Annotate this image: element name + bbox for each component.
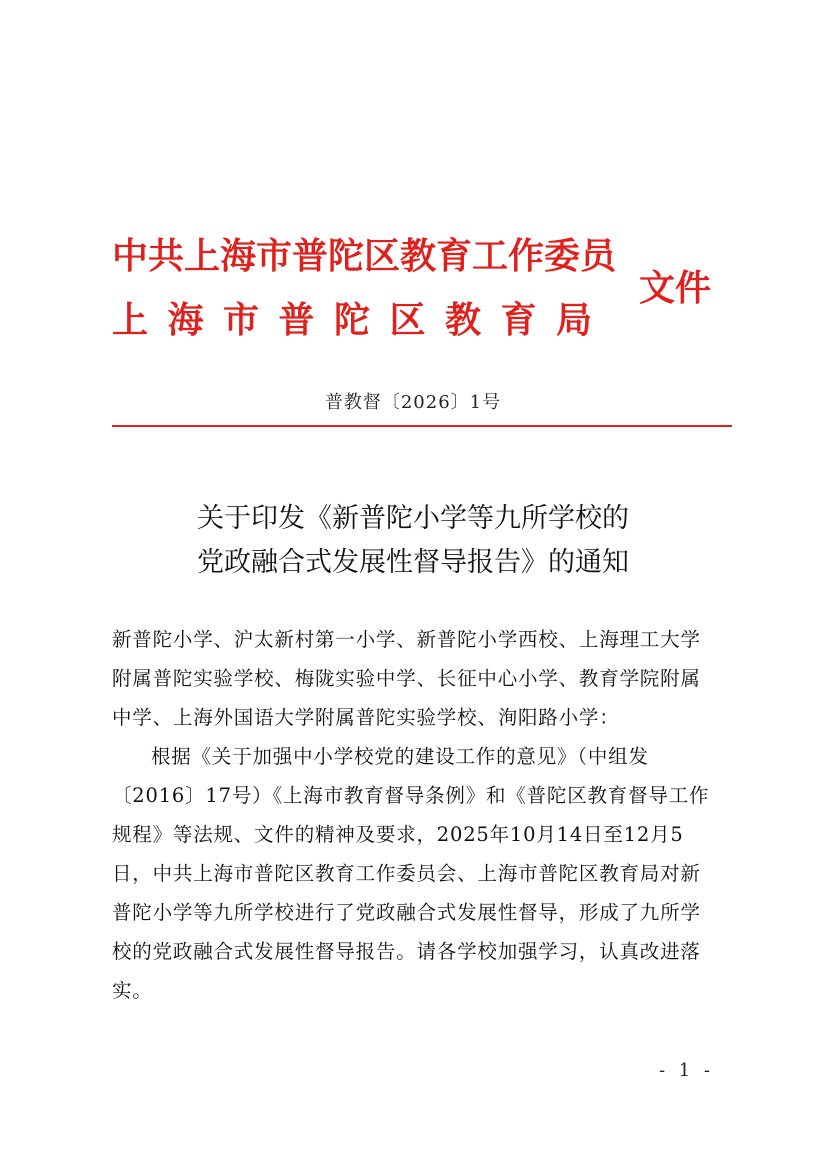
document-body	[112, 620, 712, 1010]
red-divider	[112, 425, 732, 427]
issuer-name-line-2: 上海市普陀区教育局	[112, 299, 612, 341]
issuer-name-line-1: 中共上海市普陀区教育工作委员	[112, 235, 617, 277]
body-paragraph: 根据《关于加强中小学校党的建设工作的意见》（中组发〔2016〕17号）《上海市教育督导条例》和《普陀区教育督导工作规程》等法规、文件的精神及要求，2025年10月14日至12月5日，中共上海市普陀区教育工作委员会、上海市普陀区教育局对新普陀小学等九所学校进行了党政融合式发展性督导，形成了九所学校的党政融合式发展性督导报告。请各学校加强学习，认真改进落实。	[112, 745, 710, 1002]
recipients-paragraph: 新普陀小学、沪太新村第一小学、新普陀小学西校、上海理工大学附属普陀实验学校、梅陇实验中学、长征中心小学、教育学院附属中学、上海外国语大学附属普陀实验学校、洵阳路小学：	[112, 628, 701, 729]
title-line-1: 关于印发《新普陀小学等九所学校的	[197, 503, 629, 534]
document-number: 普教督〔2026〕1号	[324, 392, 502, 413]
page-number: - 1 -	[658, 1060, 714, 1081]
document-type-label: 文件	[639, 267, 712, 309]
document-title	[0, 497, 826, 585]
document-header	[112, 222, 732, 342]
title-line-2: 党政融合式发展性督导报告》的通知	[197, 547, 629, 578]
